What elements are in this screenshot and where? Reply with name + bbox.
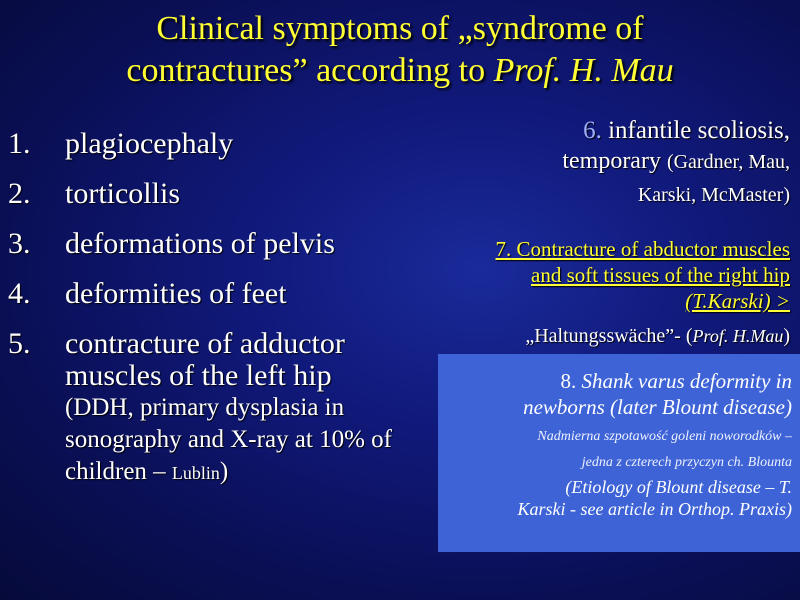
haltung-text: „Haltungsswäche”- ( — [525, 325, 693, 347]
item-8-line3: (Etiology of Blount disease – T. — [565, 477, 792, 497]
item-detail-end: ) — [219, 458, 229, 485]
item-6 — [430, 116, 790, 213]
item-6-number: 6. — [583, 117, 602, 144]
item-8-number: 8. — [560, 369, 577, 393]
haltung-end: ) — [783, 325, 790, 347]
item-8-polish1: Nadmierna szpotawość goleni noworodków – — [537, 429, 792, 444]
item-7-line2: and soft tissues of the right hip — [531, 263, 790, 287]
item-number: 3. — [8, 227, 31, 260]
symptom-list — [8, 128, 418, 489]
item-number: 5. — [8, 327, 31, 360]
item-number: 1. — [8, 127, 31, 160]
item-8-line4: Karski - see article in Orthop. Praxis) — [517, 499, 792, 519]
haltung-author: Prof. H.Mau — [692, 326, 784, 346]
item-7-link[interactable] — [410, 236, 790, 314]
list-item — [8, 178, 418, 210]
title-author: Prof. H. Mau — [493, 52, 674, 89]
item-6-line3: Karski, McMaster) — [637, 184, 790, 206]
item-7-line1: Contracture of abductor muscles — [511, 237, 790, 261]
item-6-line2: temporary — [562, 148, 667, 174]
item-number: 2. — [8, 177, 31, 210]
title-line-1: Clinical symptoms of „syndrome of — [156, 10, 644, 47]
title-line-2-prefix: contractures” according to — [126, 52, 494, 89]
item-detail-text: (DDH, primary dysplasia in sonography and X-ray at 10% of children – — [65, 394, 392, 485]
item-detail — [65, 392, 418, 489]
item-text: deformations of pelvis — [65, 227, 335, 260]
item-8-polish2: jedna z czterech przyczyn ch. Blounta — [581, 455, 792, 470]
list-item — [8, 278, 418, 310]
item-8-line1: Shank varus deformity in — [576, 369, 792, 393]
list-item — [8, 228, 418, 260]
list-item — [8, 128, 418, 160]
haltung-note — [410, 322, 790, 350]
item-6-authors: (Gardner, Mau, — [666, 151, 790, 173]
list-item — [8, 328, 418, 489]
item-8-box — [438, 354, 800, 552]
item-text: contracture of adductor muscles of the left hip — [65, 327, 345, 392]
item-number: 4. — [8, 277, 31, 310]
item-text: torticollis — [65, 177, 180, 210]
item-text: deformities of feet — [65, 277, 287, 310]
item-8-line2: newborns (later Blount disease) — [523, 395, 792, 419]
item-6-line1: infantile scoliosis, — [601, 117, 790, 144]
slide-title — [0, 8, 800, 92]
item-detail-place: Lublin — [171, 463, 220, 483]
title-line-2 — [0, 50, 800, 92]
item-7-number: 7. — [495, 237, 512, 261]
item-7-line3: (T.Karski) > — [685, 289, 790, 313]
item-text: plagiocephaly — [65, 127, 234, 160]
